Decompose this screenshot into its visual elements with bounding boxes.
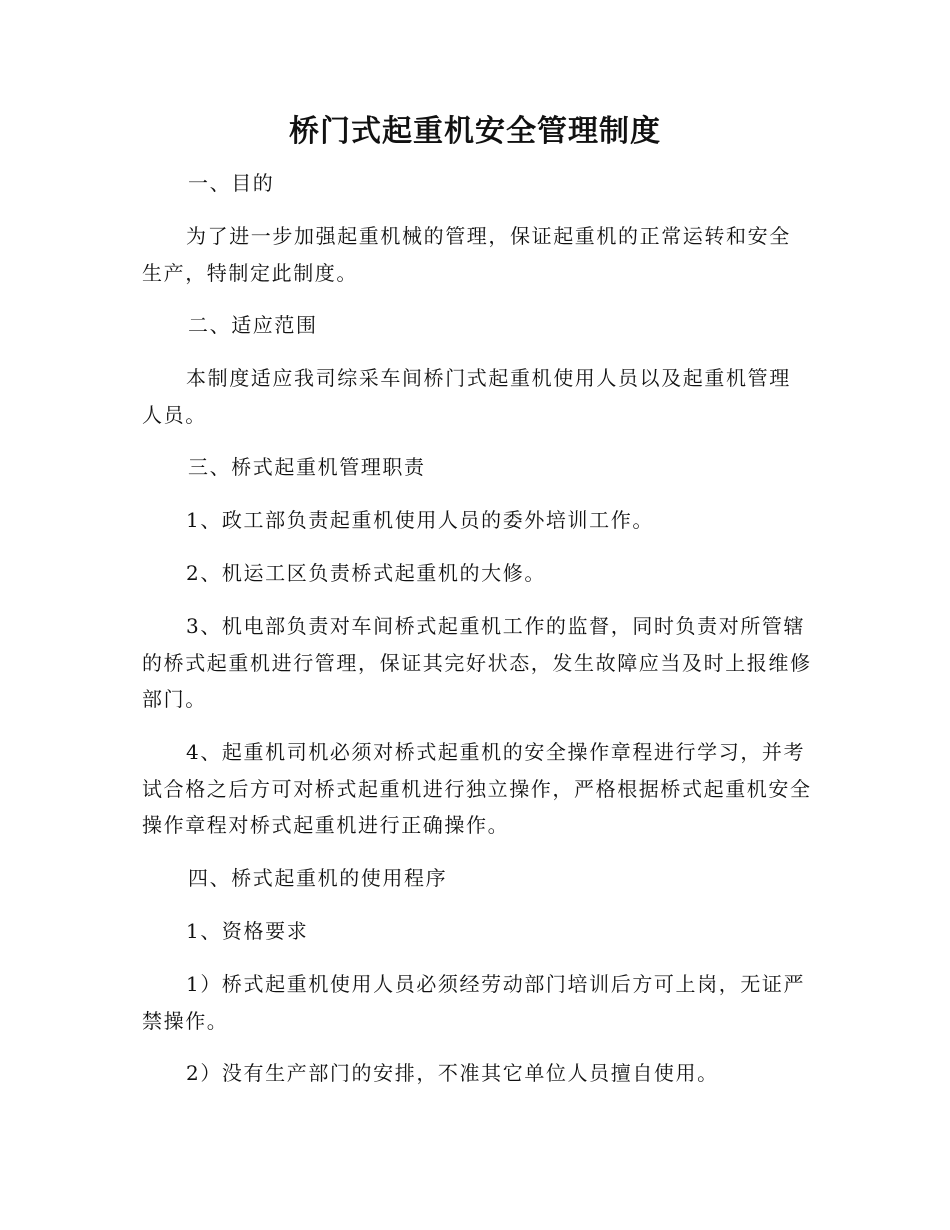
paragraph-responsibility-1: 1、政工部负责起重机使用人员的委外培训工作。 bbox=[186, 508, 654, 532]
paragraph-responsibility-4: 4、起重机司机必须对桥式起重机的安全操作章程进行学习，并考试合格之后方可对桥式起重机进行独立操作，严格根据桥式起重机安全操作章程对桥式起重机进行正确操作。 bbox=[142, 740, 812, 837]
document-title: 桥门式起重机安全管理制度 bbox=[289, 114, 661, 149]
section-heading-responsibilities: 三、桥式起重机管理职责 bbox=[188, 455, 426, 479]
paragraph-scope: 本制度适应我司综采车间桥门式起重机使用人员以及起重机管理人员。 bbox=[142, 366, 791, 427]
paragraph-responsibility-2: 2、机运工区负责桥式起重机的大修。 bbox=[186, 561, 546, 585]
paragraph-qualification-2: 2）没有生产部门的安排，不准其它单位人员擅自使用。 bbox=[186, 1061, 719, 1085]
section-heading-procedure: 四、桥式起重机的使用程序 bbox=[188, 866, 448, 890]
paragraph-qualification-heading: 1、资格要求 bbox=[186, 919, 309, 943]
section-heading-purpose: 一、目的 bbox=[188, 171, 275, 195]
paragraph-responsibility-3: 3、机电部负责对车间桥式起重机工作的监督，同时负责对所管辖的桥式起重机进行管理，保证其完好状态，发生故障应当及时上报维修部门。 bbox=[142, 614, 812, 711]
section-heading-scope: 二、适应范围 bbox=[188, 313, 318, 337]
paragraph-purpose: 为了进一步加强起重机械的管理，保证起重机的正常运转和安全生产，特制定此制度。 bbox=[142, 224, 791, 285]
paragraph-qualification-1: 1）桥式起重机使用人员必须经劳动部门培训后方可上岗，无证严禁操作。 bbox=[142, 972, 806, 1033]
